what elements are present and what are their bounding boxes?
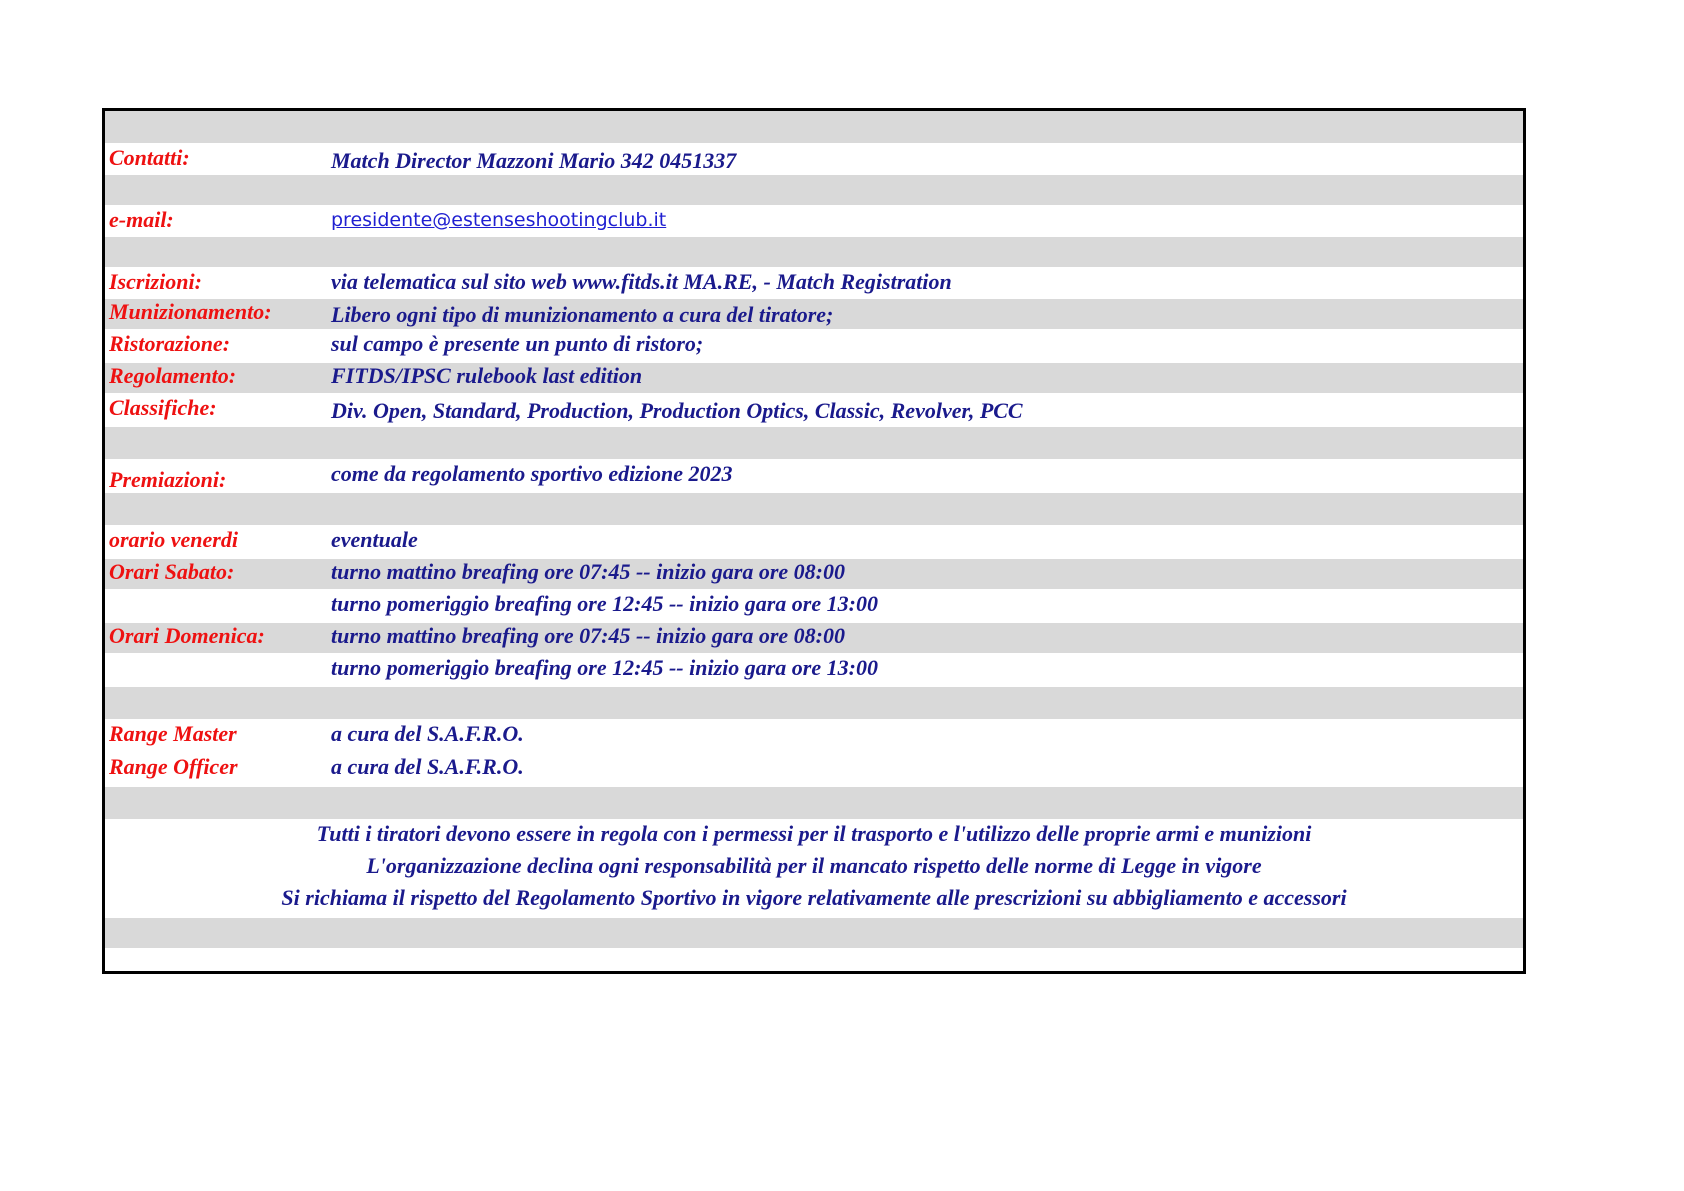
label-iscrizioni: Iscrizioni: bbox=[109, 269, 202, 294]
grey-band bbox=[105, 787, 1523, 819]
row-ristorazione bbox=[105, 331, 1523, 361]
value-sabato-mattino: turno mattino breafing ore 07:45 -- inizio gara ore 08:00 bbox=[331, 559, 845, 584]
label-premiazioni: Premiazioni: bbox=[109, 467, 227, 492]
row-munizionamento bbox=[105, 299, 1523, 329]
label-range-officer: Range Officer bbox=[109, 754, 238, 779]
grey-band bbox=[105, 687, 1523, 719]
note-line bbox=[105, 821, 1523, 851]
row-domenica bbox=[105, 623, 1523, 653]
info-table bbox=[102, 108, 1526, 974]
value-venerdi: eventuale bbox=[331, 527, 418, 552]
value-classifiche: Div. Open, Standard, Production, Production Optics, Classic, Revolver, PCC bbox=[331, 398, 1023, 423]
row-premiazioni bbox=[105, 461, 1523, 495]
row-domenica-pomeriggio bbox=[105, 655, 1523, 685]
email-link[interactable]: presidente@estenseshootingclub.it bbox=[331, 209, 667, 231]
value-domenica-pomeriggio: turno pomeriggio breafing ore 12:45 -- inizio gara ore 13:00 bbox=[331, 655, 878, 680]
value-premiazioni: come da regolamento sportivo edizione 2023 bbox=[331, 461, 733, 486]
row-sabato-pomeriggio bbox=[105, 591, 1523, 621]
grey-band bbox=[105, 111, 1523, 143]
value-range-officer: a cura del S.A.F.R.O. bbox=[331, 754, 524, 779]
value-munizionamento: Libero ogni tipo di munizionamento a cura del tiratore; bbox=[331, 302, 834, 327]
row-venerdi bbox=[105, 527, 1523, 557]
value-contatti: Match Director Mazzoni Mario 342 0451337 bbox=[331, 148, 737, 173]
row-contatti bbox=[105, 145, 1523, 173]
label-email: e-mail: bbox=[109, 207, 174, 232]
value-domenica-mattino: turno mattino breafing ore 07:45 -- inizio gara ore 08:00 bbox=[331, 623, 845, 648]
label-domenica: Orari Domenica: bbox=[109, 623, 265, 648]
value-range-master: a cura del S.A.F.R.O. bbox=[331, 721, 524, 746]
label-munizionamento: Munizionamento: bbox=[109, 299, 272, 324]
value-regolamento: FITDS/IPSC rulebook last edition bbox=[331, 363, 643, 388]
label-range-master: Range Master bbox=[109, 721, 237, 746]
value-iscrizioni: via telematica sul sito web www.fitds.it MA.RE, - Match Registration bbox=[331, 269, 952, 294]
row-classifiche bbox=[105, 395, 1523, 425]
note-line bbox=[105, 853, 1523, 883]
label-contatti: Contatti: bbox=[109, 145, 190, 170]
label-venerdi: orario venerdi bbox=[109, 527, 238, 552]
value-sabato-pomeriggio: turno pomeriggio breafing ore 12:45 -- inizio gara ore 13:00 bbox=[331, 591, 878, 616]
grey-band bbox=[105, 918, 1523, 948]
value-ristorazione: sul campo è presente un punto di ristoro; bbox=[331, 331, 704, 356]
grey-band bbox=[105, 427, 1523, 459]
row-email bbox=[105, 207, 1523, 235]
note-permessi: Tutti i tiratori devono essere in regola con i permessi per il trasporto e l'utilizzo delle proprie armi e munizioni bbox=[316, 821, 1312, 846]
grey-band bbox=[105, 237, 1523, 267]
label-regolamento: Regolamento: bbox=[109, 363, 237, 388]
grey-band bbox=[105, 493, 1523, 525]
row-regolamento bbox=[105, 363, 1523, 393]
row-sabato bbox=[105, 559, 1523, 589]
label-sabato: Orari Sabato: bbox=[109, 559, 235, 584]
note-line bbox=[105, 885, 1523, 915]
note-abbigliamento: Si richiama il rispetto del Regolamento Sportivo in vigore relativamente alle prescrizioni su abbigliamento e accessori bbox=[281, 885, 1347, 910]
row-range-officer bbox=[105, 754, 1523, 784]
row-range-master bbox=[105, 721, 1523, 751]
label-ristorazione: Ristorazione: bbox=[109, 331, 231, 356]
label-classifiche: Classifiche: bbox=[109, 395, 217, 420]
grey-band bbox=[105, 175, 1523, 205]
row-iscrizioni bbox=[105, 269, 1523, 297]
note-responsabilita: L'organizzazione declina ogni responsabilità per il mancato rispetto delle norme di Legge in vigore bbox=[366, 853, 1262, 878]
